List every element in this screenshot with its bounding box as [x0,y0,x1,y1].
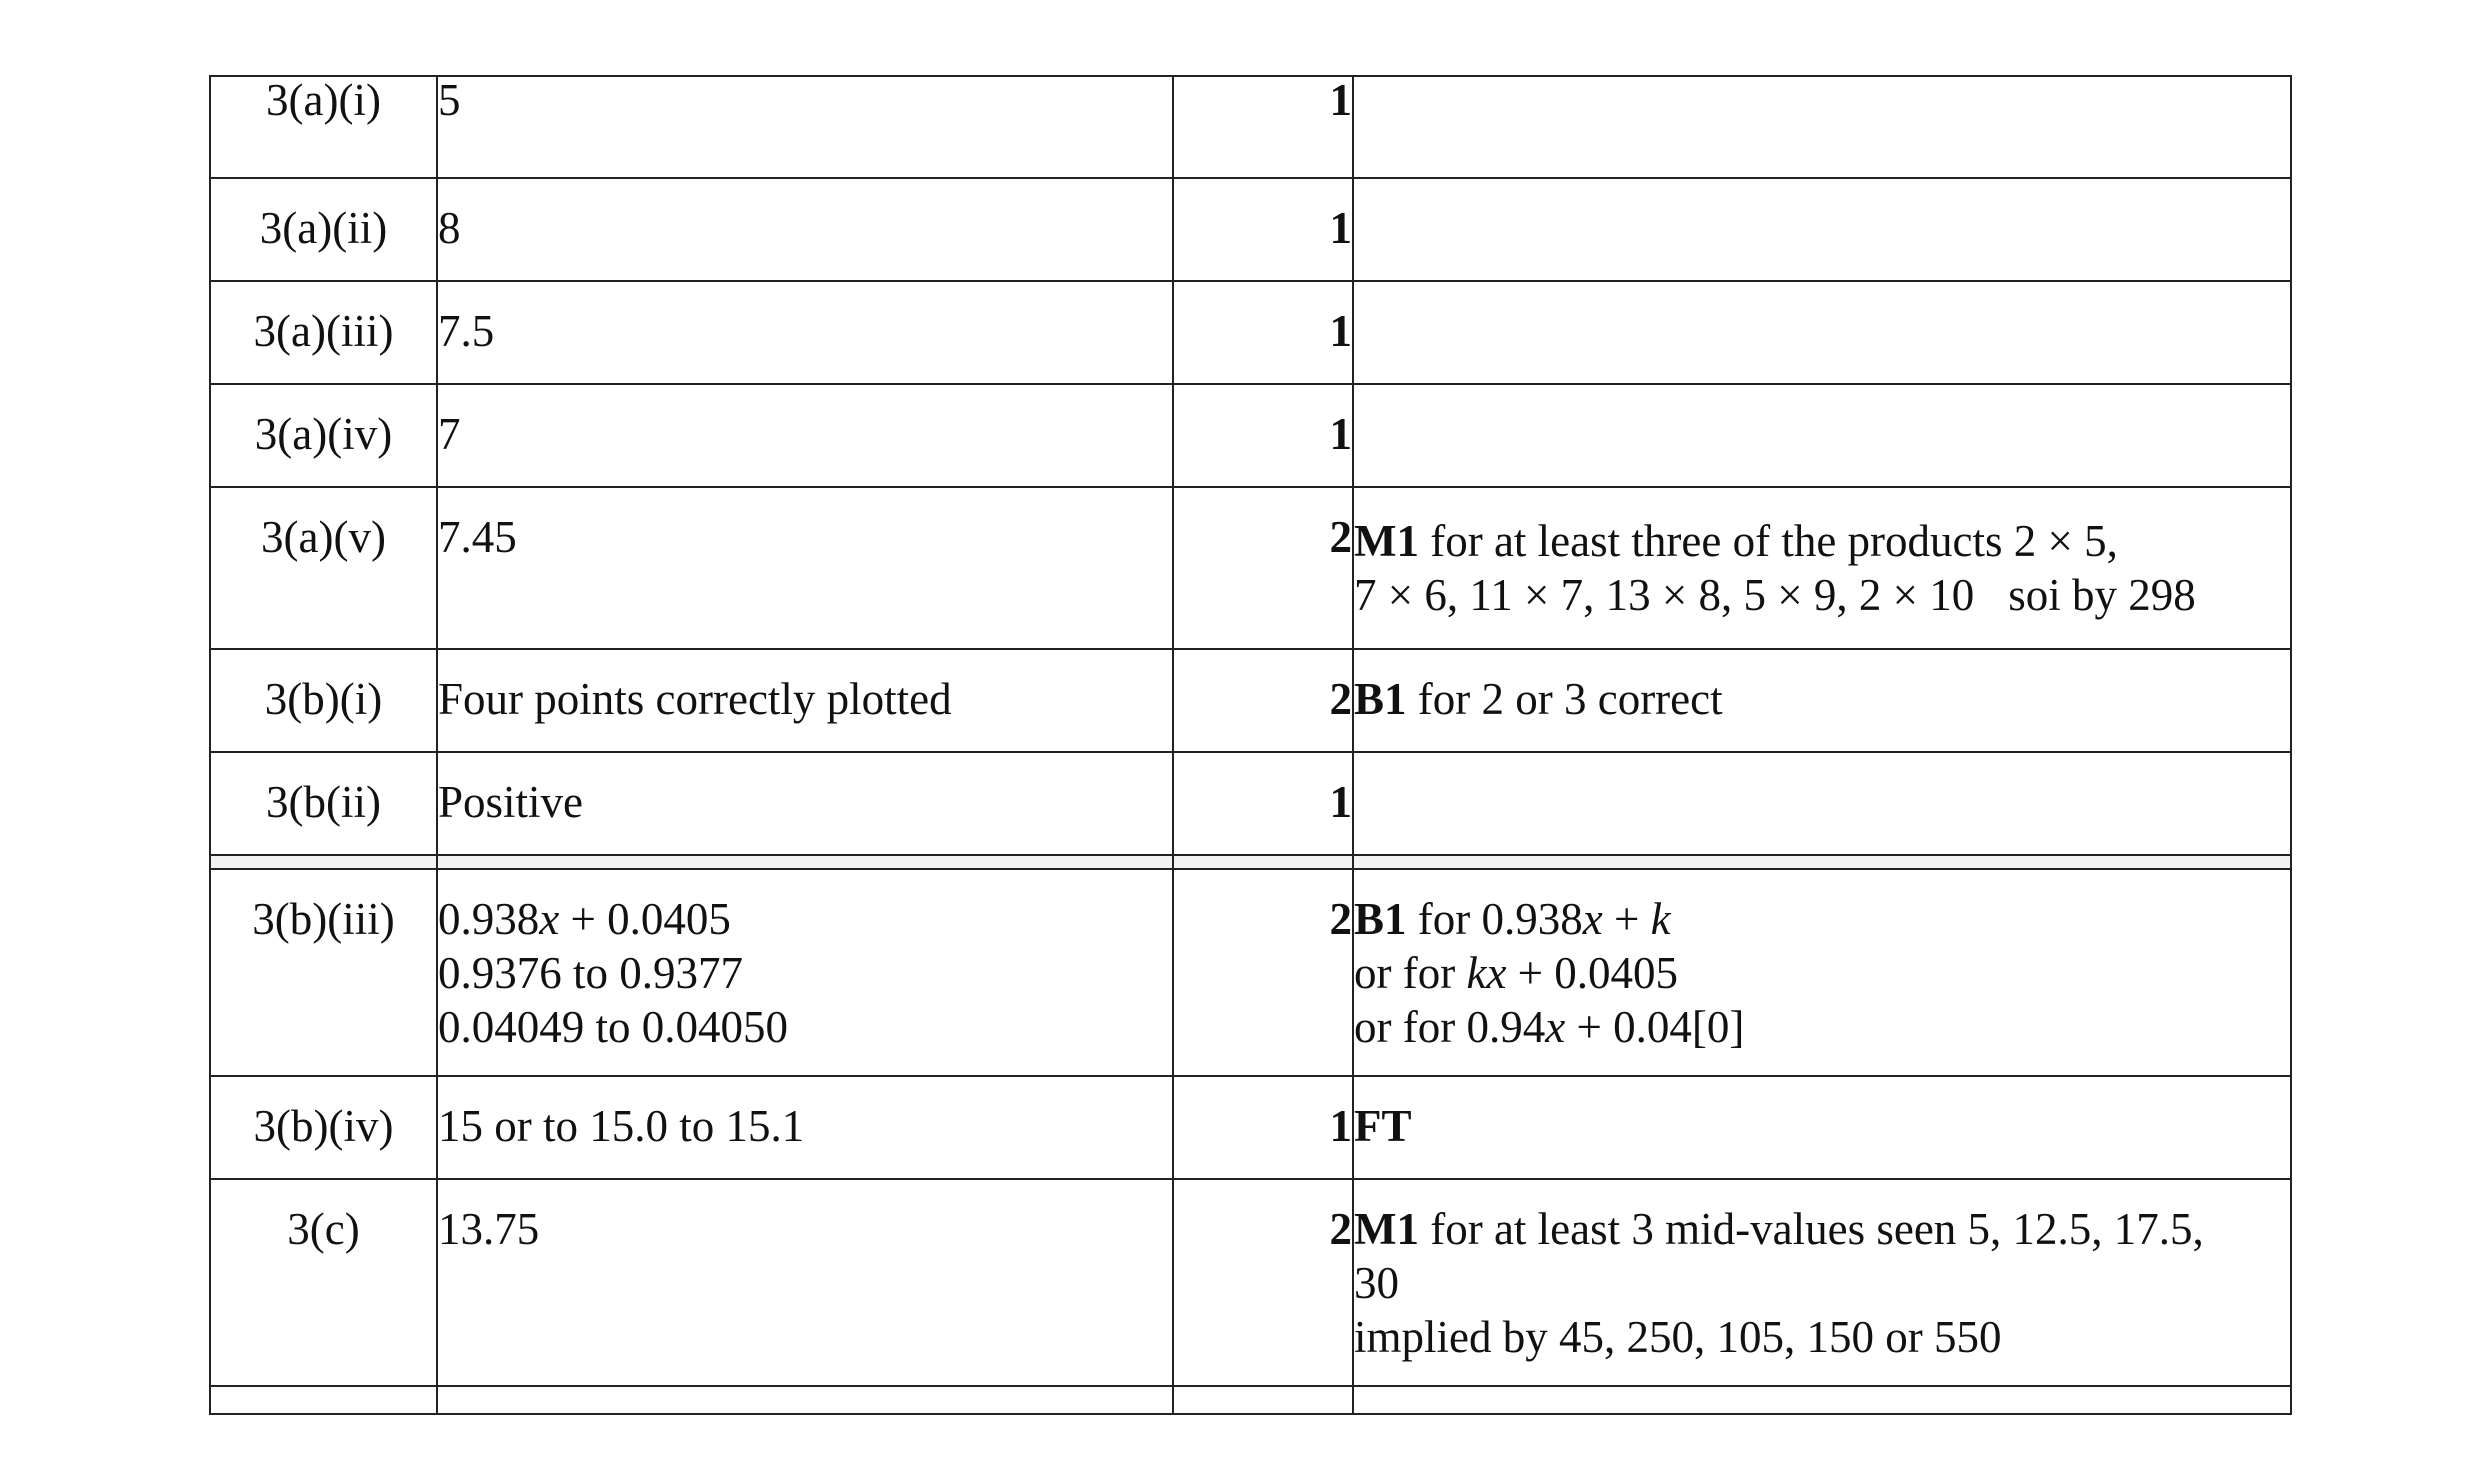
mark-code: B1 [1354,674,1407,724]
question-cell: 3(b)(iv) [210,1076,437,1179]
marks-cell: 1 [1173,178,1353,281]
separator-cell [210,855,437,869]
table-separator [210,855,2291,869]
table-row [210,281,2291,384]
guidance-cell: B1 for 0.938x + k or for kx + 0.0405 or for 0.94x + 0.04[0] [1353,869,2291,1076]
guidance-cell: B1 for 2 or 3 correct [1353,649,2291,752]
mark-scheme-table [209,75,2292,1415]
separator-cell [437,855,1173,869]
mark-code: M1 [1354,1204,1419,1254]
marks-cell: 2 [1173,649,1353,752]
question-cell: 3(c) [210,1179,437,1386]
guidance-cell: M1 for at least three of the products 2 × 5, 7 × 6, 11 × 7, 13 × 8, 5 × 9, 2 × 10 soi by 298 [1353,487,2291,649]
table-row [210,1076,2291,1179]
answer-cell: 8 [437,178,1173,281]
marks-cell: 2 [1173,869,1353,1076]
marks-cell: 2 [1173,487,1353,649]
table-row [210,487,2291,649]
question-cell: 3(b)(i) [210,649,437,752]
marks-cell: 1 [1173,1076,1353,1179]
guidance-cell [1353,384,2291,487]
table-row [210,869,2291,1076]
table-row [210,1179,2291,1386]
separator-cell [1353,855,2291,869]
question-cell: 3(a)(iii) [210,281,437,384]
table-row [210,649,2291,752]
guidance-cell [1353,281,2291,384]
empty-cell [210,1386,437,1414]
empty-cell [437,1386,1173,1414]
table-row [210,752,2291,855]
question-cell: 3(a)(ii) [210,178,437,281]
question-cell: 3(a)(iv) [210,384,437,487]
answer-cell: Positive [437,752,1173,855]
marks-cell: 1 [1173,76,1353,178]
mark-code: B1 [1354,894,1407,944]
question-cell: 3(b)(iii) [210,869,437,1076]
answer-cell: 15 or to 15.0 to 15.1 [437,1076,1173,1179]
answer-cell: 7.45 [437,487,1173,649]
answer-cell: Four points correctly plotted [437,649,1173,752]
separator-cell [1173,855,1353,869]
mark-code: M1 [1354,516,1419,566]
guidance-cell [1353,1076,2291,1179]
guidance-cell: M1 for at least 3 mid-values seen 5, 12.5, 17.5, 30 implied by 45, 250, 105, 150 or 550 [1353,1179,2291,1386]
marks-cell: 2 [1173,1179,1353,1386]
marks-cell: 1 [1173,752,1353,855]
answer-cell: 7.5 [437,281,1173,384]
answer-cell: 0.938x + 0.0405 0.9376 to 0.9377 0.04049 to 0.04050 [437,869,1173,1076]
empty-cell [1173,1386,1353,1414]
question-cell: 3(a)(i) [210,76,437,178]
guidance-cell [1353,752,2291,855]
answer-cell: 7 [437,384,1173,487]
answer-cell: 5 [437,76,1173,178]
answer-cell: 13.75 [437,1179,1173,1386]
marks-cell: 1 [1173,281,1353,384]
marks-cell: 1 [1173,384,1353,487]
question-cell: 3(a)(v) [210,487,437,649]
table-row [210,384,2291,487]
question-cell: 3(b(ii) [210,752,437,855]
guidance-cell [1353,76,2291,178]
table-row [210,76,2291,178]
table-row [210,1386,2291,1414]
guidance-cell [1353,178,2291,281]
mark-code: FT [1354,1101,1412,1151]
table-row [210,178,2291,281]
empty-cell [1353,1386,2291,1414]
